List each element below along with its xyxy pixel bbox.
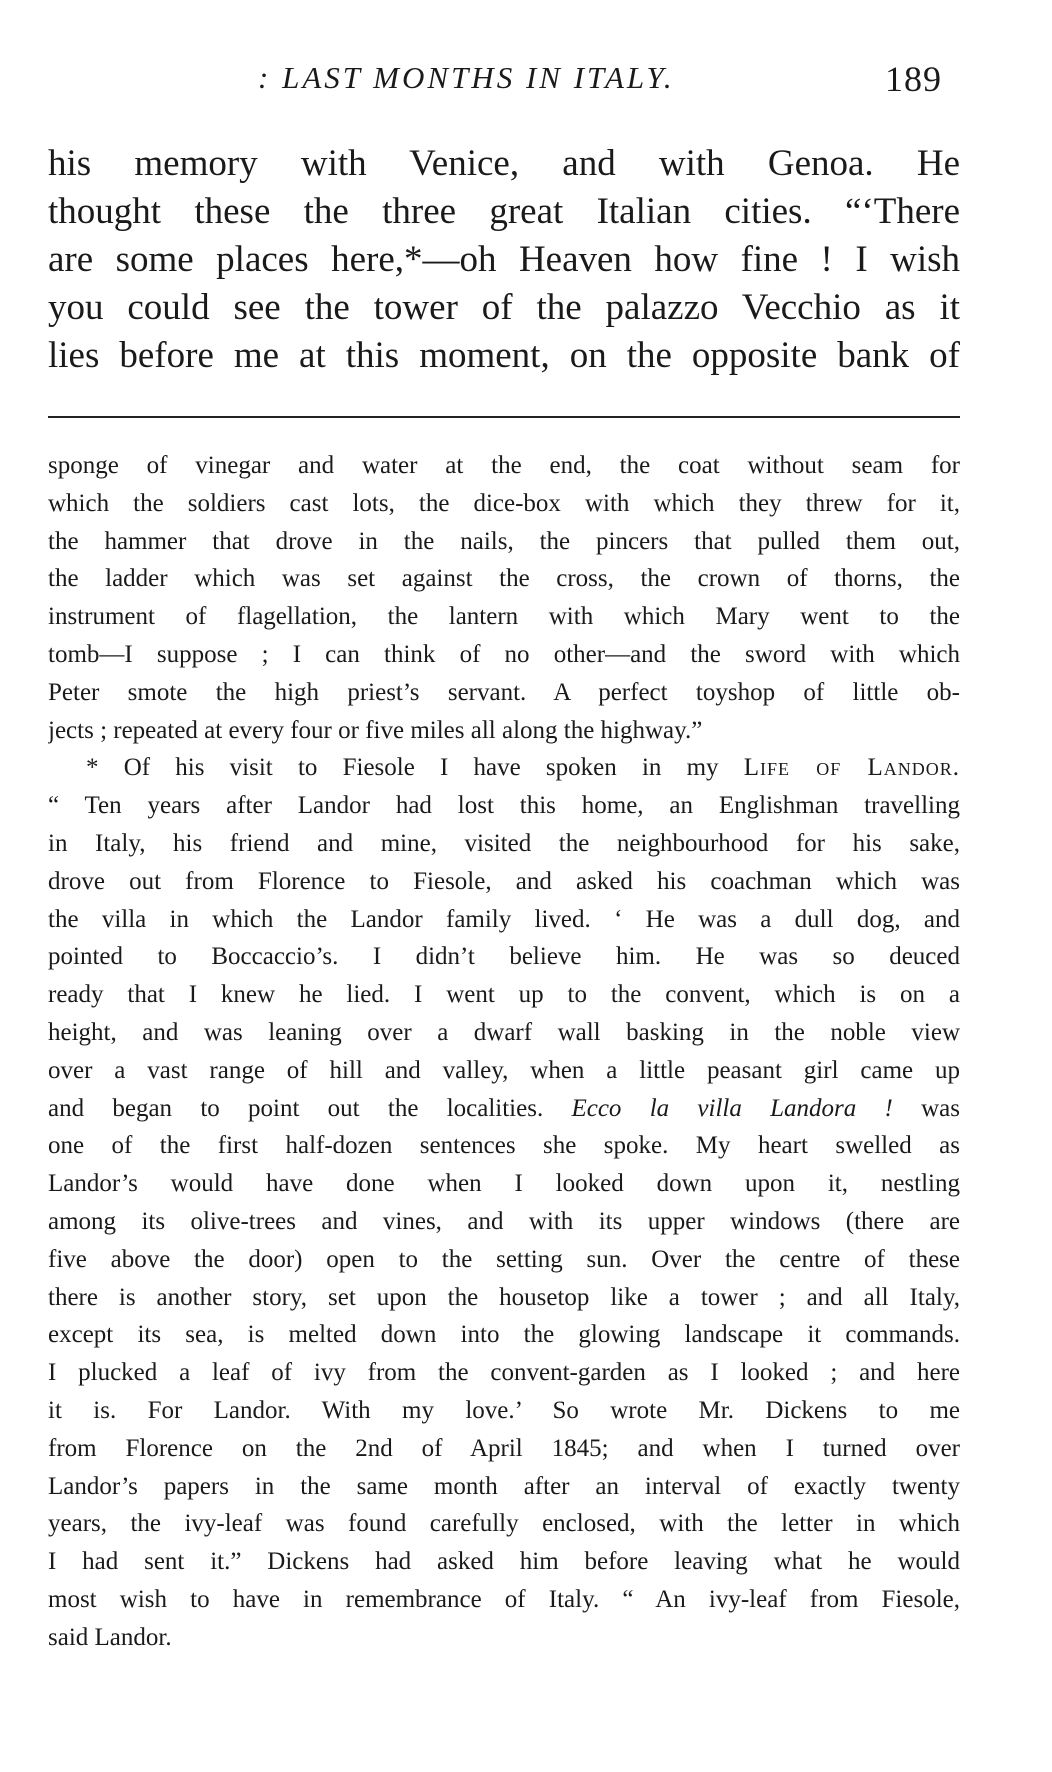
footnote-line: most wish to have in remembrance of Italy. “ An ivy-leaf from Fiesole, [48,1585,960,1613]
footnote-line: the ladder which was set against the cross, the crown of thorns, the [48,565,960,593]
footnote-intro: * Of his visit to Fiesole I have spoken in my [86,754,719,782]
footnote-line: among its olive-trees and vines, and with its upper windows (there are [48,1207,960,1235]
footnote-line: in Italy, his friend and mine, visited the neighbourhood for his sake, [48,829,960,857]
footnote-line: tomb—I suppose ; I can think of no other—and the sword with which [48,640,960,668]
main-text [48,140,960,380]
footnote-line: the villa in which the Landor family lived. ‘ He was a dull dog, and [48,905,960,933]
footnote-line: height, and was leaning over a dwarf wall basking in the noble view [48,1018,960,1046]
footnote-line: drove out from Florence to Fiesole, and asked his coachman which was [48,867,960,895]
footnote-line: Landor’s would have done when I looked down upon it, nestling [48,1170,960,1198]
main-text-line: are some places here,*—oh Heaven how fine ! I wish [48,239,960,280]
footnote-line: Peter smote the high priest’s servant. A perfect toyshop of little ob- [48,678,960,706]
footnote-line: one of the first half-dozen sentences she spoke. My heart swelled as [48,1132,960,1160]
footnote-line: over a vast range of hill and valley, when a little peasant girl came up [48,1056,960,1084]
footnote-divider [48,416,960,418]
footnote-text: was [921,1094,960,1122]
footnote-line [48,749,960,787]
footnote-line: Landor’s papers in the same month after an interval of exactly twenty [48,1472,960,1500]
footnote-line: there is another story, set upon the housetop like a tower ; and all Italy, [48,1283,960,1311]
footnote-line: the hammer that drove in the nails, the pincers that pulled them out, [48,527,960,555]
footnote-text: and began to point out the localities. [48,1094,544,1122]
footnote-line: I plucked a leaf of ivy from the convent-garden as I looked ; and here [48,1359,960,1387]
main-text-line: you could see the tower of the palazzo Vecchio as it [48,287,960,328]
footnote-line: years, the ivy-leaf was found carefully enclosed, with the letter in which [48,1510,960,1538]
footnotes [48,447,960,1657]
footnote-line: pointed to Boccaccio’s. I didn’t believe him. He was so deuced [48,943,960,971]
footnote-line: said Landor. [48,1623,172,1651]
main-text-line: thought these the three great Italian cities. “‘There [48,191,960,232]
footnote-line: sponge of vinegar and water at the end, the coat without seam for [48,452,960,479]
footnote-line: five above the door) open to the setting sun. Over the centre of these [48,1245,960,1273]
page-number: 189 [885,59,942,99]
footnote-line [48,1090,960,1128]
footnote-line: ready that I knew he lied. I went up to the convent, which is on a [48,981,960,1009]
main-text-line: lies before me at this moment, on the opposite bank of [48,335,960,376]
italian-quote: Ecco la villa Landora ! [571,1094,893,1122]
footnote-line: instrument of flagellation, the lantern with which Mary went to the [48,603,960,631]
footnote-line: it is. For Landor. With my love.’ So wrote Mr. Dickens to me [48,1396,960,1424]
book-title: Life of Landor. [743,754,960,782]
footnote-line: from Florence on the 2nd of April 1845; and when I turned over [48,1434,960,1462]
footnote-line: which the soldiers cast lots, the dice-box with which they threw for it, [48,489,960,517]
footnote-line: “ Ten years after Landor had lost this home, an Englishman travelling [48,792,960,820]
footnote-line: I had sent it.” Dickens had asked him before leaving what he would [48,1548,960,1576]
main-text-line: his memory with Venice, and with Genoa. He [48,143,960,184]
book-page [48,0,960,1772]
running-title: : LAST MONTHS IN ITALY. [258,60,675,95]
footnote-line: jects ; repeated at every four or five miles all along the highway.” [48,716,703,744]
footnote-line: except its sea, is melted down into the glowing landscape it commands. [48,1321,960,1349]
running-header [48,56,960,106]
